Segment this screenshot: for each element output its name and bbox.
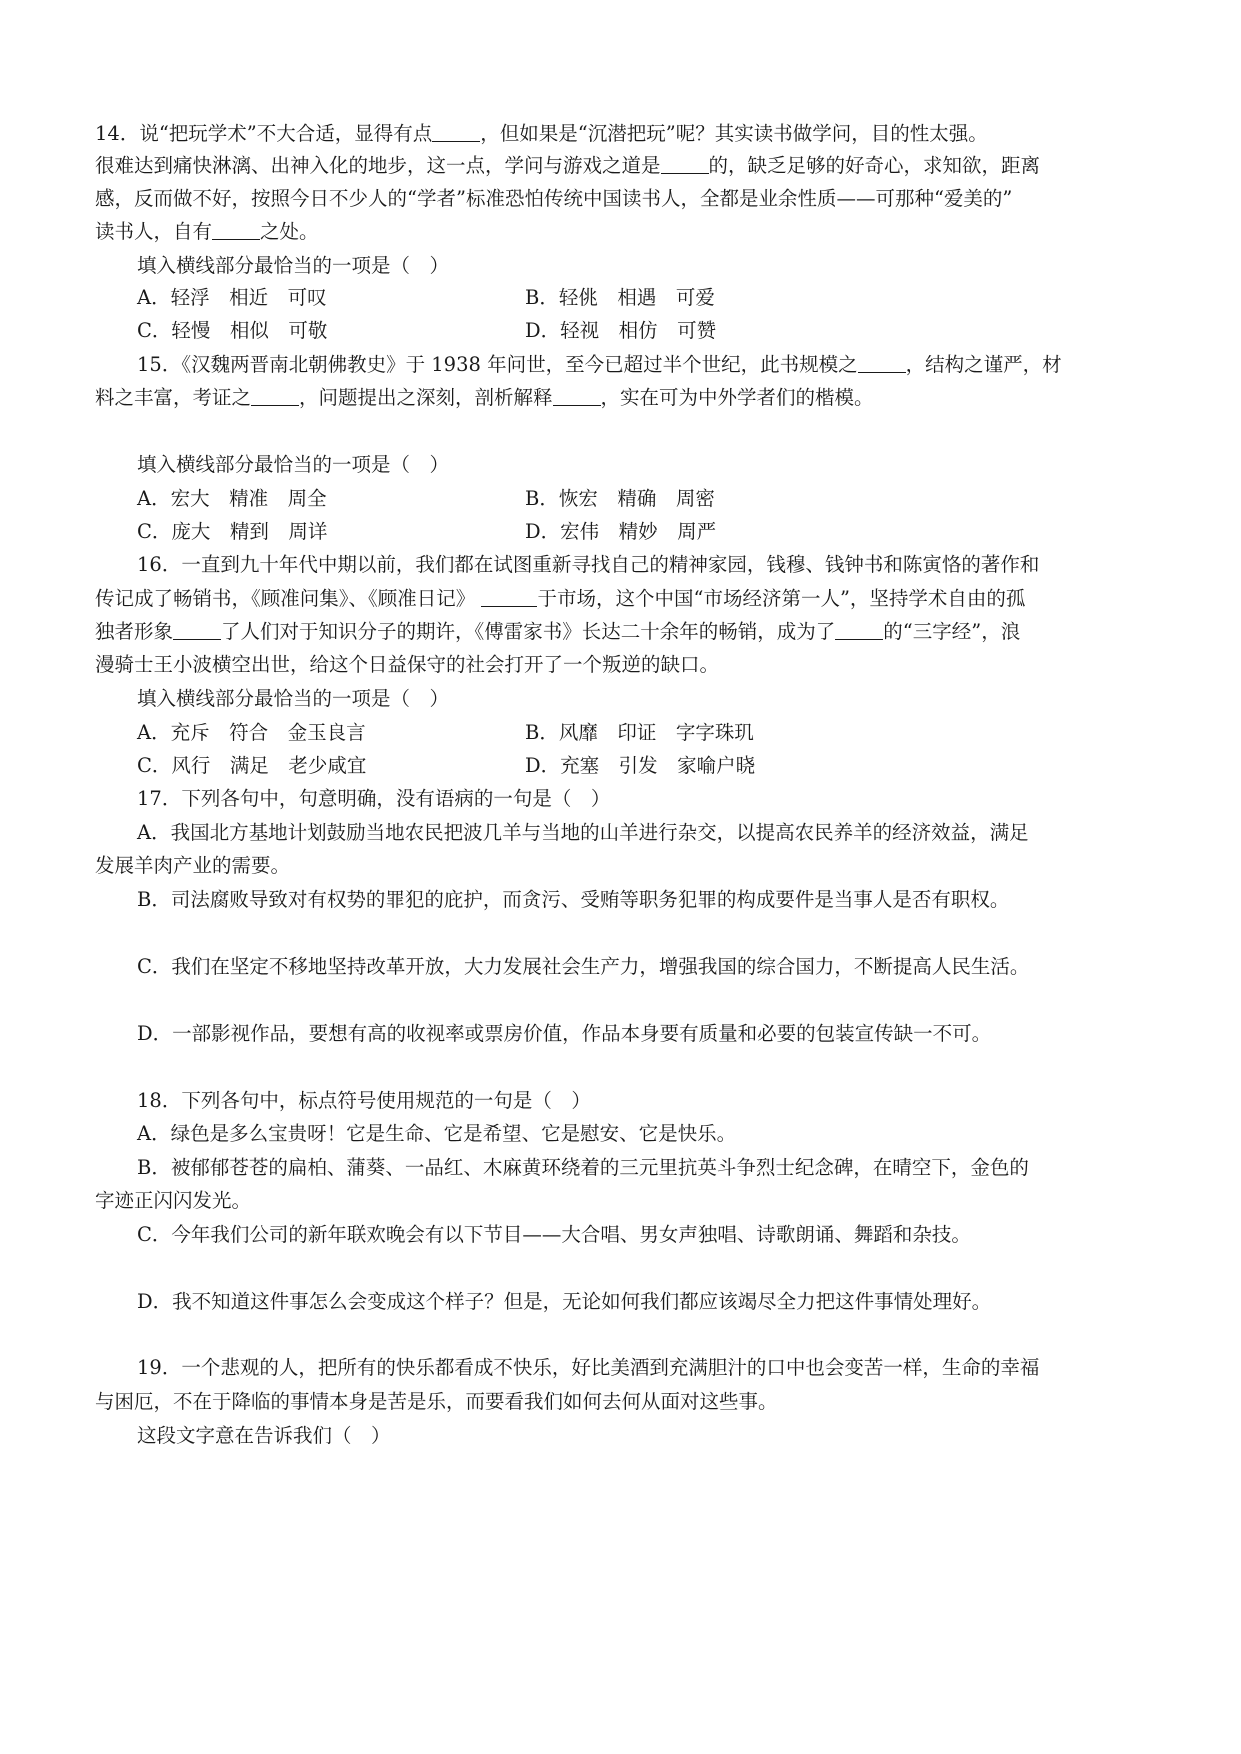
q14-option-row-1 xyxy=(137,286,327,310)
q16-option-a: A．充斥 符合 金玉良言 xyxy=(137,721,366,744)
q17-option-a-cont: 发展羊肉产业的需要。 xyxy=(95,854,291,877)
q19-prompt: 这段文字意在告诉我们（ ） xyxy=(137,1424,391,1447)
q15-text: 15．《汉魏两晋南北朝佛教史》于 1938 年问世，至今已超过半个世纪，此书规模之 xyxy=(137,353,858,376)
q19-line-2: 与困厄，不在于降临的事情本身是苦是乐，而要看我们如何去何从面对这些事。 xyxy=(95,1390,778,1413)
q16-prompt: 填入横线部分最恰当的一项是（ ） xyxy=(137,687,450,710)
q18-option-c: C．今年我们公司的新年联欢晚会有以下节目——大合唱、男女声独唱、诗歌朗诵、舞蹈和杂技。 xyxy=(137,1223,971,1246)
q16-text: 了人们对于知识分子的期许，《傅雷家书》长达二十余年的畅销，成为了 xyxy=(221,620,836,643)
q15-option-b: B．恢宏 精确 周密 xyxy=(525,487,715,510)
q16-text: 独者形象 xyxy=(95,620,174,643)
q14-option-b: B．轻佻 相遇 可爱 xyxy=(525,286,715,309)
fill-blank xyxy=(858,354,906,373)
q14-text: 14．说“把玩学术”不大合适，显得有点 xyxy=(95,122,433,145)
q14-text: 读书人，自有 xyxy=(95,220,213,243)
q16-line-1: 16．一直到九十年代中期以前，我们都在试图重新寻找自己的精神家园，钱穆、钱钟书和陈寅恪的著作和 xyxy=(137,553,1040,576)
fill-blank xyxy=(835,621,883,640)
q18-option-a: A．绿色是多么宝贵呀！它是生命、它是希望、它是慰安、它是快乐。 xyxy=(137,1122,737,1145)
q16-option-c: C．风行 满足 老少咸宜 xyxy=(137,754,367,777)
q17-option-b: B．司法腐败导致对有权势的罪犯的庇护，而贪污、受贿等职务犯罪的构成要件是当事人是否有职权。 xyxy=(137,888,1010,911)
fill-blank xyxy=(251,387,299,406)
fill-blank xyxy=(481,588,537,607)
q15-option-d: D．宏伟 精妙 周严 xyxy=(525,520,717,543)
q16-option-b: B．风靡 印证 字字珠玑 xyxy=(525,721,754,744)
q19-line-1: 19．一个悲观的人，把所有的快乐都看成不快乐，好比美酒到充满胆汁的口中也会变苦一样，生命的幸福 xyxy=(137,1356,1040,1379)
q18-stem: 18．下列各句中，标点符号使用规范的一句是（ ） xyxy=(137,1089,591,1112)
q17-option-d: D．一部影视作品，要想有高的收视率或票房价值，作品本身要有质量和必要的包装宣传缺一不可。 xyxy=(137,1022,992,1045)
q15-option-a: A．宏大 精准 周全 xyxy=(137,487,327,510)
fill-blank xyxy=(553,387,601,406)
q14-text: 的，缺乏足够的好奇心，求知欲，距离 xyxy=(708,154,1041,177)
q14-text: 很难达到痛快淋漓、出神入化的地步，这一点，学问与游戏之道是 xyxy=(95,154,661,177)
q14-text: ，但如果是“沉潜把玩”呢？其实读书做学问，目的性太强。 xyxy=(480,122,988,145)
q15-line-2 xyxy=(95,386,874,410)
q15-text: 料之丰富，考证之 xyxy=(95,386,252,409)
fill-blank xyxy=(212,221,260,240)
q14-text: 之处。 xyxy=(260,220,319,243)
q16-line-4: 漫骑士王小波横空出世，给这个日益保守的社会打开了一个叛逆的缺口。 xyxy=(95,653,720,676)
q16-text: 于市场，这个中国“市场经济第一人”，坚持学术自由的孤 xyxy=(537,587,1026,610)
fill-blank xyxy=(173,621,221,640)
q15-text: ，结构之谨严，材 xyxy=(905,353,1062,376)
q15-prompt: 填入横线部分最恰当的一项是（ ） xyxy=(137,453,450,476)
fill-blank xyxy=(661,155,709,174)
q16-option-d: D．充塞 引发 家喻户晓 xyxy=(525,754,756,777)
q17-stem: 17．下列各句中，句意明确，没有语病的一句是（ ） xyxy=(137,787,611,810)
q14-option-a: A．轻浮 相近 可叹 xyxy=(137,286,327,309)
q14-line-4 xyxy=(95,220,319,244)
q14-line-1 xyxy=(95,122,988,146)
q18-option-b: B．被郁郁苍苍的扁柏、蒲葵、一品红、木麻黄环绕着的三元里抗英斗争烈士纪念碑，在晴空下，金色的 xyxy=(137,1156,1029,1179)
q16-line-2 xyxy=(95,587,1025,611)
q14-line-3: 感，反而做不好，按照今日不少人的“学者”标准恐怕传统中国读书人，全都是业余性质——可那种“爱美的” xyxy=(95,187,1013,210)
q14-line-2 xyxy=(95,154,1040,178)
q17-option-a: A．我国北方基地计划鼓励当地农民把波几羊与当地的山羊进行杂交，以提高农民养羊的经济效益，满足 xyxy=(137,821,1029,844)
q15-text: ，实在可为中外学者们的楷模。 xyxy=(600,386,874,409)
q14-option-d: D．轻视 相仿 可赞 xyxy=(525,319,717,342)
q14-option-c: C．轻慢 相似 可敬 xyxy=(137,319,328,342)
q15-text: ，问题提出之深刻，剖析解释 xyxy=(299,386,553,409)
q14-prompt: 填入横线部分最恰当的一项是（ ） xyxy=(137,254,450,277)
fill-blank xyxy=(432,123,480,142)
q15-line-1 xyxy=(137,353,1062,377)
q16-line-3 xyxy=(95,620,1020,644)
q16-text: 传记成了畅销书，《顾准问集》、《顾准日记》 xyxy=(95,587,476,610)
q17-option-c: C．我们在坚定不移地坚持改革开放，大力发展社会生产力，增强我国的综合国力，不断提高人民生活。 xyxy=(137,955,1030,978)
q18-option-b-cont: 字迹正闪闪发光。 xyxy=(95,1189,252,1212)
q15-option-c: C．庞大 精到 周详 xyxy=(137,520,328,543)
q16-text: 的“三字经”，浪 xyxy=(883,620,1021,643)
q18-option-d: D．我不知道这件事怎么会变成这个样子？但是，无论如何我们都应该竭尽全力把这件事情处理好。 xyxy=(137,1290,992,1313)
